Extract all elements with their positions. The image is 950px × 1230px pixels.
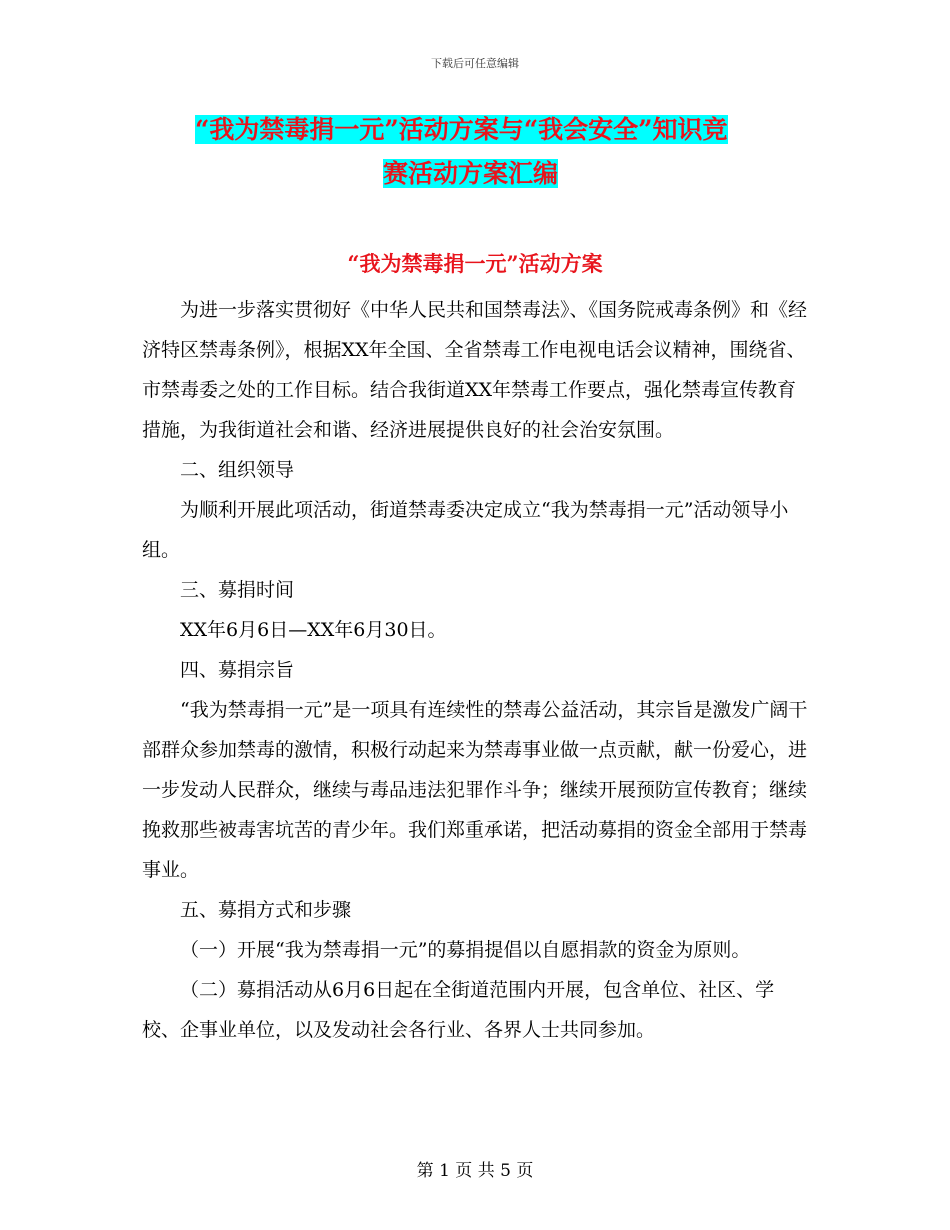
page-number: 第 1 页 共 5 页 <box>416 1161 534 1181</box>
paragraph-organization: 为顺利开展此项活动，街道禁毒委决定成立“我为禁毒捐一元”活动领导小组。 <box>142 499 789 561</box>
document-title-line-2-text: 赛活动方案汇编 <box>383 159 559 188</box>
heading-purpose: 四、募捐宗旨 <box>180 659 295 681</box>
document-title-line-2 <box>0 157 950 191</box>
heading-organization: 二、组织领导 <box>180 459 295 481</box>
section-title: “我为禁毒捐一元”活动方案 <box>347 251 603 276</box>
document-title-line-1-text: “我为禁毒捐一元”活动方案与“我会安全”知识竞 <box>195 115 728 144</box>
paragraph-method-1: （一）开展“我为禁毒捐一元”的募捐提倡以自愿捐款的资金为原则。 <box>180 939 751 961</box>
document-title-line-1 <box>0 113 950 147</box>
document-body <box>142 290 812 1050</box>
paragraph-purpose: “我为禁毒捐一元”是一项具有连续性的禁毒公益活动，其宗旨是激发广阔干部群众参加禁毒的激情，积极行动起来为禁毒事业做一点贡献，献一份爱心，进一步发动人民群众，继续与毒品违法犯罪作斗争；继续开展预防宣传教育；继续挽救那些被毒害坑苦的青少年。我们郑重承诺，把活动募捐的资金全部用于禁毒事业。 <box>142 699 808 881</box>
paragraph-time: XX年6月6日—XX年6月30日。 <box>180 619 447 641</box>
paragraph-method-2: （二）募捐活动从6月6日起在全街道范围内开展，包含单位、社区、学校、企事业单位，以及发动社会各行业、各界人士共同参加。 <box>142 979 775 1041</box>
heading-time: 三、募捐时间 <box>180 579 295 601</box>
paragraph-intro: 为进一步落实贯彻好《中华人民共和国禁毒法》、《国务院戒毒条例》和《经济特区禁毒条例》，根据XX年全国、全省禁毒工作电视电话会议精神，围绕省、市禁毒委之处的工作目标。结合我街道XX年禁毒工作要点，强化禁毒宣传教育措施，为我街道社会和谐、经济进展提供良好的社会治安氛围。 <box>142 299 808 441</box>
heading-method: 五、募捐方式和步骤 <box>180 899 352 921</box>
page-header-note: 下载后可任意编辑 <box>431 57 519 70</box>
